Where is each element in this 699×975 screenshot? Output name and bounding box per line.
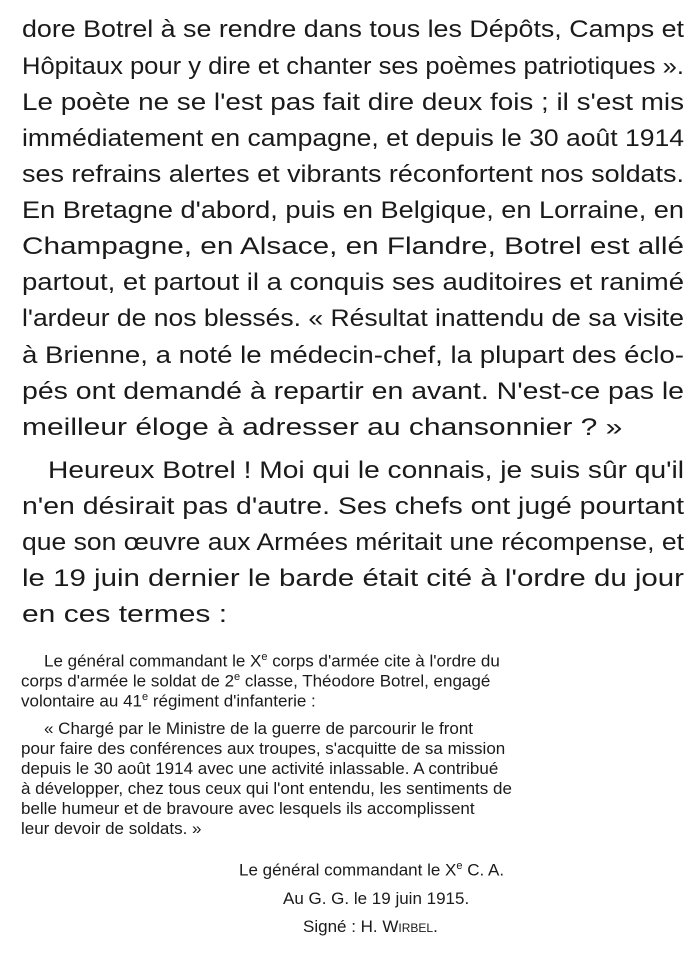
quote-line: pour faire des conférences aux troupes, s'acquitte de sa mission — [21, 739, 506, 758]
signature-signed — [303, 917, 438, 937]
text-line: en ces termes : — [22, 601, 228, 628]
text-line: partout, et partout il a conquis ses auditoires et ranimé — [22, 269, 684, 296]
text-line: En Bretagne d'abord, puis en Belgique, en Lorraine, en — [22, 197, 684, 224]
quote-line: depuis le 30 août 1914 avec une activité inlassable. A contribué — [21, 759, 499, 778]
signature-line: Le général commandant le Xe C. A. — [239, 860, 505, 880]
text-line: à Brienne, a noté le médecin-chef, la plupart des éclo- — [22, 342, 684, 369]
text-line: Champagne, en Alsace, en Flandre, Botrel est allé — [22, 233, 684, 260]
quote-line: leur devoir de soldats. » — [21, 819, 202, 838]
citation-line: volontaire au 41e régiment d'infanterie : — [21, 691, 316, 711]
quote-line: belle humeur et de bravoure avec lesquels ils accomplissent — [21, 799, 475, 818]
citation-line: Le général commandant le Xe corps d'armée cite à l'ordre du — [44, 651, 500, 671]
text-line: pés ont demandé à repartir en avant. N'est-ce pas le — [22, 378, 684, 405]
citation-line: corps d'armée le soldat de 2e classe, Théodore Botrel, engagé — [21, 671, 491, 691]
text-line: meilleur éloge à adresser au chansonnier ? » — [22, 414, 623, 441]
quote-line: « Chargé par le Ministre de la guerre de parcourir le front — [44, 719, 473, 738]
text-line: Hôpitaux pour y dire et chanter ses poèmes patriotiques ». — [22, 53, 684, 80]
signed-prefix: Signé : H. — [303, 917, 383, 936]
text-line: ses refrains alertes et vibrants réconfortent nos soldats. — [22, 161, 684, 188]
text-line: Heureux Botrel ! Moi qui le connais, je suis sûr qu'il — [48, 457, 684, 484]
text-line: que son œuvre aux Armées méritait une récompense, et — [22, 529, 684, 556]
text-line: n'en désirait pas d'autre. Ses chefs ont jugé pourtant — [22, 493, 684, 520]
text-line: dore Botrel à se rendre dans tous les Dépôts, Camps et — [22, 16, 684, 43]
signed-name: Wirbel. — [382, 917, 438, 936]
text-line: l'ardeur de nos blessés. « Résultat inattendu de sa visite — [22, 305, 684, 332]
quote-line: à développer, chez tous ceux qui l'ont entendu, les sentiments de — [21, 779, 512, 798]
text-line: le 19 juin dernier le barde était cité à l'ordre du jour — [22, 565, 684, 592]
text-line: Le poète ne se l'est pas fait dire deux fois ; il s'est mis — [22, 89, 684, 116]
text-line: immédiatement en campagne, et depuis le 30 août 1914 — [22, 125, 684, 152]
signature-date: Au G. G. le 19 juin 1915. — [283, 889, 470, 908]
